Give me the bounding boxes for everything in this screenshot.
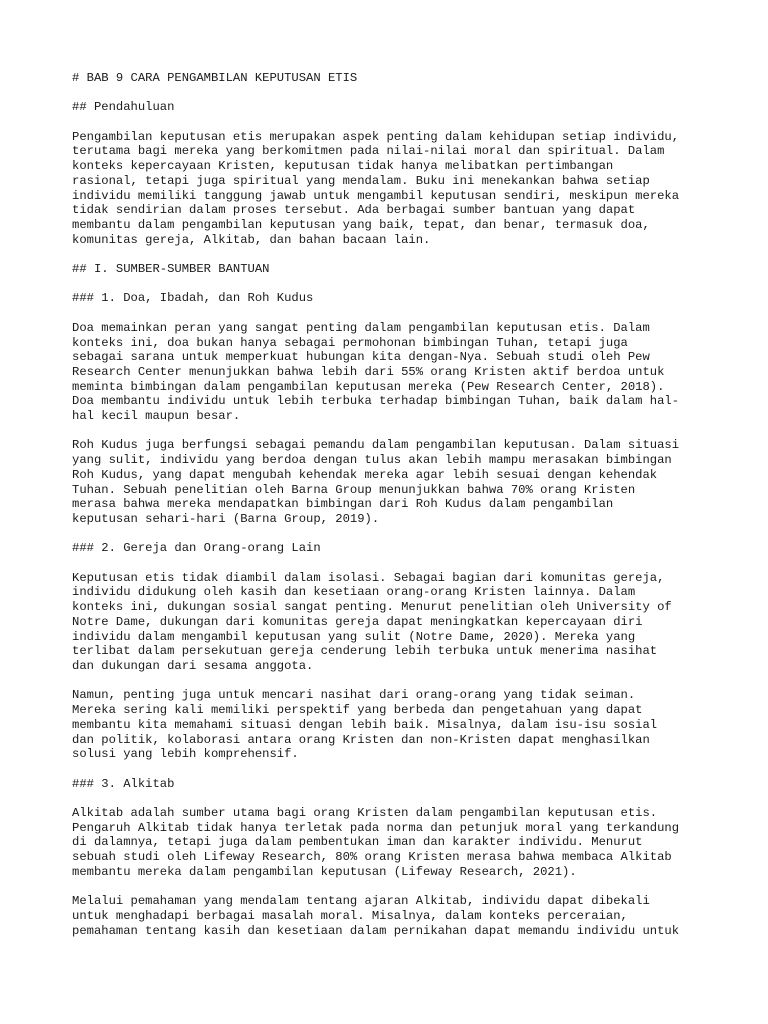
paragraph-intro: Pengambilan keputusan etis merupakan aspek penting dalam kehidupan setiap individu, terutama bagi mereka yang berkomitmen pada nilai-nilai moral dan spiritual. Dalam konteks kepercayaan Kristen, keputusan tidak hanya melibatkan pertimbangan rasional, tetapi juga spiritual yang mendalam. Buku ini menekankan bahwa setiap individu memiliki tanggung jawab untuk mengambil keputusan sendiri, meskipun mereka tidak sendirian dalam proses tersebut. Ada berbagai sumber bantuan yang dapat membantu dalam pengambilan keputusan yang baik, tepat, dan benar, termasuk doa, komunitas gereja, Alkitab, dan bahan bacaan lain. bbox=[72, 129, 680, 247]
heading-alkitab: ### 3. Alkitab bbox=[72, 776, 175, 791]
document-title: # BAB 9 CARA PENGAMBILAN KEPUTUSAN ETIS bbox=[72, 71, 358, 85]
paragraph-doa: Doa memainkan peran yang sangat penting dalam pengambilan keputusan etis. Dalam konteks ini, doa bukan hanya sebagai permohonan bimbingan Tuhan, tetapi juga sebagai sarana untuk memperkuat hubungan kita dengan-Nya. Sebuah studi oleh Pew Research Center menunjukkan bahwa lebih dari 55% orang Kristen aktif berdoa untuk meminta bimbingan dalam pengambilan keputusan mereka (Pew Research Center, 2018). Doa membantu individu untuk lebih terbuka terhadap bimbingan Tuhan, baik dalam hal- hal kecil maupun besar. bbox=[72, 320, 680, 424]
paragraph-namun: Namun, penting juga untuk mencari nasihat dari orang-orang yang tidak seiman. Mereka sering kali memiliki perspektif yang berbeda dan pengetahuan yang dapat membantu kita memahami situasi dengan lebih baik. Misalnya, dalam isu-isu sosial dan politik, kolaborasi antara orang Kristen dan non-Kristen dapat menghasilkan solusi yang lebih komprehensif. bbox=[72, 688, 658, 762]
document-page bbox=[72, 71, 712, 953]
paragraph-alkitab: Alkitab adalah sumber utama bagi orang Kristen dalam pengambilan keputusan etis. Pengaruh Alkitab tidak hanya terletak pada norma dan petunjuk moral yang terkandung di dalamnya, tetapi juga dalam pembentukan iman dan karakter individu. Menurut sebuah studi oleh Lifeway Research, 80% orang Kristen merasa bahwa membaca Alkitab membantu mereka dalam pengambilan keputusan (Lifeway Research, 2021). bbox=[72, 805, 680, 879]
heading-sumber-bantuan: ## I. SUMBER-SUMBER BANTUAN bbox=[72, 262, 270, 277]
heading-pendahuluan: ## Pendahuluan bbox=[72, 100, 175, 115]
paragraph-gereja: Keputusan etis tidak diambil dalam isolasi. Sebagai bagian dari komunitas gereja, individu didukung oleh kasih dan kesetiaan orang-orang Kristen lainnya. Dalam konteks ini, dukungan sosial sangat penting. Menurut penelitian oleh University of Notre Dame, dukungan dari komunitas gereja dapat meningkatkan kepercayaan diri individu dalam mengambil keputusan yang sulit (Notre Dame, 2020). Mereka yang terlibat dalam persekutuan gereja cenderung lebih terbuka untuk menerima nasihat dan dukungan dari sesama anggota. bbox=[72, 570, 672, 673]
heading-gereja: ### 2. Gereja dan Orang-orang Lain bbox=[72, 541, 321, 556]
paragraph-melalui: Melalui pemahaman yang mendalam tentang ajaran Alkitab, individu dapat dibekali untuk menghadapi berbagai masalah moral. Misalnya, dalam konteks perceraian, pemahaman tentang kasih dan kesetiaan dalam pernikahan dapat memandu individu untuk bbox=[72, 894, 680, 938]
heading-doa: ### 1. Doa, Ibadah, dan Roh Kudus bbox=[72, 291, 314, 306]
paragraph-roh-kudus: Roh Kudus juga berfungsi sebagai pemandu dalam pengambilan keputusan. Dalam situasi yang sulit, individu yang berdoa dengan tulus akan lebih mampu merasakan bimbingan Roh Kudus, yang dapat mengubah kehendak mereka agar lebih sesuai dengan kehendak Tuhan. Sebuah penelitian oleh Barna Group menunjukkan bahwa 70% orang Kristen merasa bahwa mereka mendapatkan bimbingan dari Roh Kudus dalam pengambilan keputusan sehari-hari (Barna Group, 2019). bbox=[72, 438, 680, 526]
